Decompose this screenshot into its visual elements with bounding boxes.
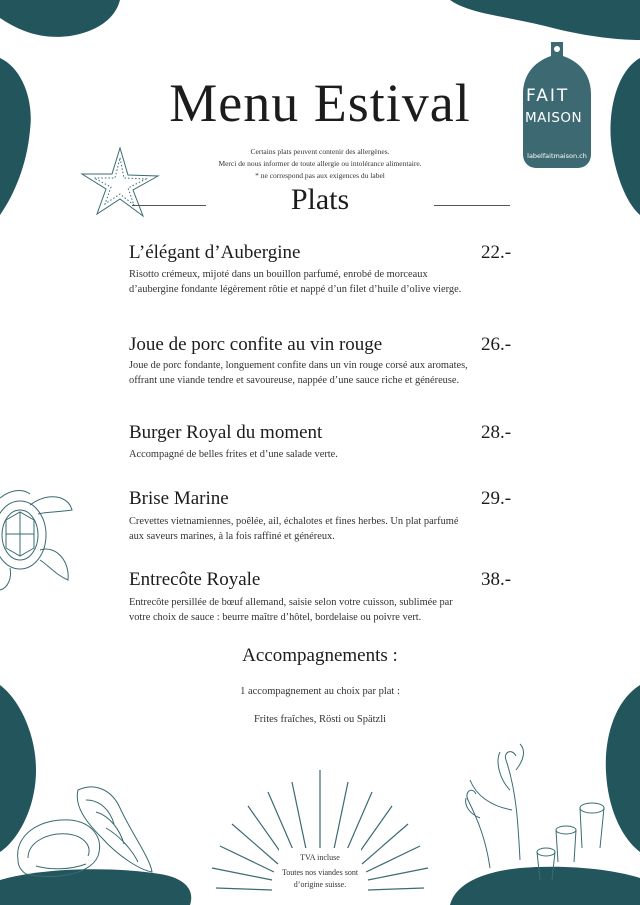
- dish-price: 28.-: [481, 422, 512, 443]
- dish-name: Brise Marine: [129, 488, 229, 509]
- accompaniments-options: Frites fraîches, Rösti ou Spätzli: [253, 714, 387, 725]
- dish-description: Joue de porc fondante, longuement confite dans un vin rouge corsé aux aromates, offrant une viande tendre et savoureuse, nappée d’une sauce riche et généreuse.: [129, 360, 468, 386]
- disclaimer-line-1: Certains plats peuvent contenir des allergènes.: [250, 147, 390, 156]
- dish-price: 29.-: [481, 488, 512, 509]
- allergen-disclaimer: [0, 146, 640, 182]
- dish-description: Entrecôte persillée de bœuf allemand, saisie selon votre cuisson, sublimée par votre choix de sauce : beurre maître d’hôtel, bordelaise ou poivre vert.: [129, 597, 453, 623]
- dish-name: L’élégant d’Aubergine: [129, 242, 301, 263]
- accompaniments-rule: 1 accompagnement au choix par plat :: [240, 686, 400, 697]
- dish-name: Entrecôte Royale: [129, 569, 261, 590]
- vat-note: TVA incluse: [300, 853, 340, 862]
- dish-price: 38.-: [481, 569, 512, 590]
- meat-origin-line-1: Toutes nos viandes sont: [281, 868, 359, 877]
- right-edge-blob-bottom: [606, 685, 640, 852]
- badge-word-fait: FAIT: [526, 86, 570, 106]
- meat-origin-line-2: d’origine suisse.: [293, 880, 347, 889]
- dish-description: Accompagné de belles frites et d’une salade verte.: [129, 449, 338, 460]
- disclaimer-line-3: * ne correspond pas aux exigences du label: [255, 171, 385, 180]
- badge-url: labelfaitmaison.ch: [527, 152, 587, 160]
- left-edge-blob-bottom: [0, 685, 36, 852]
- accompaniments-title: Accompagnements :: [242, 645, 398, 666]
- seaweed-icon: [466, 744, 524, 868]
- dish-price: 22.-: [481, 242, 512, 263]
- page-title: Menu Estival: [169, 73, 471, 133]
- dish-description: Crevettes vietnamiennes, poêlée, ail, échalotes et fines herbes. Un plat parfumé aux saveurs marines, à la fois raffiné et généreux.: [129, 516, 459, 542]
- divider-right: [434, 205, 510, 206]
- corner-blob-top-right: [450, 0, 640, 40]
- corner-blob-top-left: [0, 0, 120, 37]
- dish-description: Risotto crémeux, mijoté dans un bouillon parfumé, enrobé de morceaux d’aubergine fondante légèrement rôtie et nappé d’un filet d’huile d’olive vierge.: [129, 269, 462, 295]
- dish-price: 26.-: [481, 334, 512, 355]
- disclaimer-line-2: Merci de nous informer de toute allergie ou intolérance alimentaire.: [218, 159, 422, 168]
- sea-turtle-icon: [0, 491, 72, 590]
- dish-name: Burger Royal du moment: [129, 422, 323, 443]
- badge-word-maison: MAISON: [525, 110, 583, 126]
- section-title: Plats: [290, 183, 350, 216]
- dish-name: Joue de porc confite au vin rouge: [129, 334, 383, 355]
